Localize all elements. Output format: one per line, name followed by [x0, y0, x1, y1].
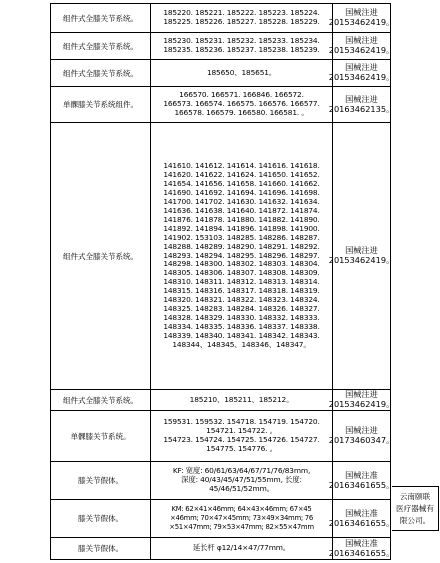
registration-number: 国械注进 20163462135。: [328, 93, 395, 114]
product-name-cell: [51, 462, 151, 499]
table-row: [51, 59, 395, 86]
product-name: 组件式全膝关节系统。: [63, 13, 138, 23]
registration-cell: [328, 4, 395, 32]
model-numbers: 159531. 159532. 154718. 154719. 154720. 154721. 154722. 。 154723. 154724. 154725. 154726. 154727. 154775. 154776. 。: [163, 417, 320, 453]
product-table: [50, 3, 395, 560]
product-name-cell: [51, 538, 151, 559]
table-row: [51, 461, 395, 499]
registration-cell: [328, 87, 395, 122]
product-name: 单髁膝关节系统组件。: [63, 100, 138, 109]
registration-number: 国械注进 20153462419。: [328, 35, 395, 55]
product-name-cell: [51, 500, 151, 537]
registration-cell: [328, 537, 395, 559]
product-name-cell: [51, 33, 151, 59]
registration-number: 国械注进 20153462419。: [328, 245, 395, 265]
product-name: 单髁膝关节系统。: [70, 431, 131, 441]
model-numbers-cell: [151, 390, 333, 410]
registration-cell: [328, 389, 395, 410]
table-row: [51, 410, 395, 461]
product-name-cell: [51, 390, 151, 410]
model-numbers: 185210、185211、185212。: [189, 394, 294, 404]
registration-cell: [328, 500, 395, 537]
model-numbers: KF: 宽度: 60/61/63/64/67/71/76/83mm, 深度: 40/43/45/47/51/55mm, 长度: 45/46/51/52mm。: [172, 466, 311, 493]
registration-cell: [328, 60, 395, 86]
product-name: 膝关节假体。: [78, 476, 123, 485]
product-name-cell: [51, 87, 151, 122]
table-row: [51, 499, 395, 537]
registration-number: 国械注准 20163461655。: [328, 507, 395, 528]
model-numbers: 185230. 185231. 185232. 185233. 185234. 185235. 185236. 185237. 185238. 185239.: [163, 36, 320, 54]
registration-cell: [328, 462, 395, 499]
model-numbers-cell: [151, 123, 333, 389]
model-numbers: 延长杆 φ12/14×47/77mm。: [192, 543, 291, 553]
model-numbers: 141610. 141612. 141614. 141616. 141618. 141620. 141622. 141624. 141650. 141652. 141654. 141656. 141658. 141660. 141662. 141690. 141692. 141694. 141696. 141698. 141700. 141702. 141630. 141632. 141634. 141636. 141638. 141640. 141872. 141874. 141876. 141878. 141880. 141882. 141890. 141892. 141894. 141896. 141898. 141900. 141902. 153103. 148285. 148286. 148287. 148288. 148289. 148290. 148291. 148292. 148293. 148294. 148295. 148296. 148297. 148298. 148300. 148302. 148303. 148304. 148305. 148306. 148307. 148308. 148309. 148310. 148311. 148312. 148313. 148314. 148315. 148316. 148317. 148318. 148319. 148320. 148321. 148322. 148323. 148324. 148325. 148283. 148284. 148326. 148327. 148328. 148329. 148330. 148332. 148333. 148334. 148335. 148336. 148337. 148338. 148339. 148340. 148341. 148342. 148343. 148344、148345、148346、148347。: [163, 160, 320, 350]
model-numbers-cell: [151, 411, 333, 461]
model-numbers: 185220. 185221. 185222. 185223. 185224. 185225. 185226. 185227. 185228. 185229.: [163, 8, 320, 26]
model-numbers: 166570. 166571. 166846. 166572. 166573. 166574. 166575. 166576. 166577. 166578. 166579. 166580. 166581. 。: [163, 90, 320, 117]
model-numbers-cell: [151, 60, 333, 86]
registration-cell: [328, 411, 395, 461]
table-row: [51, 122, 395, 389]
product-name-cell: [51, 4, 151, 32]
model-numbers-cell: [151, 538, 333, 559]
product-name: 组件式全膝关节系统。: [63, 395, 138, 405]
model-numbers-cell: [151, 87, 333, 122]
table-row: [51, 4, 395, 32]
model-numbers: KM: 62×41×46mm; 64×43×46mm; 67×45 ×46mm; 70×47×45mm; 73×49×34mm; 76 ×51×47mm; 79×53×47mm; 82×55×47mm: [169, 505, 314, 531]
product-name: 膝关节假体。: [78, 514, 123, 523]
registration-number: 国械注准 20163461655。: [328, 469, 395, 490]
registration-cell: [328, 123, 395, 389]
model-numbers-cell: [151, 462, 333, 499]
table-row: [51, 537, 395, 559]
company-name-cell: 云南颐联 医疗器械有 限公司。: [392, 486, 439, 531]
table-row: [51, 389, 395, 410]
product-name-cell: [51, 411, 151, 461]
model-numbers-cell: [151, 500, 333, 537]
product-name: 组件式全膝关节系统。: [63, 41, 138, 51]
product-name: 膝关节假体。: [78, 544, 123, 553]
table-row: [51, 32, 395, 59]
registration-number: 国械注准 20163461655。: [328, 537, 395, 558]
product-name-cell: [51, 123, 151, 389]
product-name-cell: [51, 60, 151, 86]
product-name: 组件式全膝关节系统。: [63, 68, 138, 78]
table-row: [51, 86, 395, 122]
model-numbers: 185650、185651。: [206, 67, 277, 77]
registration-number: 国械注进 20153462419。: [328, 62, 395, 82]
registration-number: 国械注进 20153462419。: [328, 7, 395, 27]
registration-number: 国械注进 20153462419。: [328, 389, 395, 409]
model-numbers-cell: [151, 4, 333, 32]
registration-cell: [328, 33, 395, 59]
registration-number: 国械注进 20173460347。: [328, 425, 395, 445]
model-numbers-cell: [151, 33, 333, 59]
product-name: 组件式全膝关节系统。: [63, 251, 138, 261]
